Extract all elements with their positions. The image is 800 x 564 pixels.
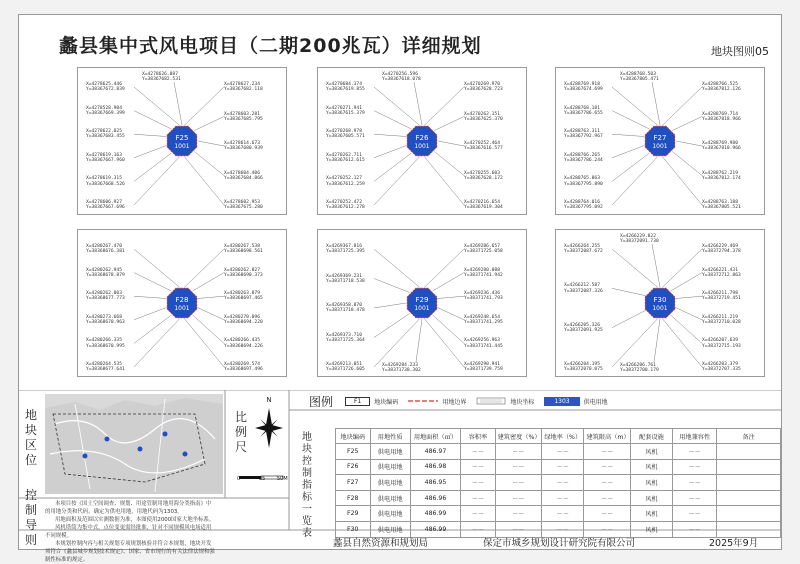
coordinate-label: X=4280263.879 Y=38368697.465	[224, 291, 263, 302]
plot-landuse-code: 1001	[652, 305, 668, 312]
coordinate-label: X=4269284.233 Y=38371738.302	[382, 363, 421, 374]
coordinate-label: X=4270216.654 Y=38367619.304	[464, 200, 503, 211]
legend-coordinate	[476, 397, 534, 406]
coordinate-label: X=4278625.446 Y=38367672.839	[86, 82, 125, 93]
coordinate-label: X=4288766.525 Y=38367812.126	[702, 82, 741, 93]
table-cell: －－	[461, 506, 495, 522]
coordinate-label: X=4288769.980 Y=38367810.966	[702, 141, 741, 152]
scale-bar	[237, 468, 287, 488]
coordinate-label: X=4278604.406 Y=38367684.866	[224, 170, 263, 181]
coordinate-label: X=4278614.673 Y=38367680.939	[224, 141, 263, 152]
leader-line	[374, 111, 411, 129]
table-cell	[717, 490, 781, 506]
column-header: 用地兼容性	[673, 429, 717, 444]
table-cell: －－	[461, 521, 495, 537]
coordinate-label: X=4269256.963 Y=38371741.445	[464, 338, 503, 349]
leader-line	[425, 249, 464, 287]
table-row	[336, 490, 781, 506]
leader-line	[612, 134, 645, 136]
coordinate-label: X=4270269.970 Y=38367628.723	[464, 82, 503, 93]
leader-line	[134, 111, 171, 129]
coordinate-label: X=4280266.335 Y=38368670.995	[86, 338, 125, 349]
table-row	[336, 444, 781, 460]
leader-line	[193, 315, 224, 343]
table-cell: －－	[495, 475, 541, 491]
leader-line	[374, 249, 419, 287]
rule-4: 本规划控制内容与相关规划专项规划核验并符合本规划，地块开发须符合《蠡县城乡规划技术规定》、国家、省市现行的有关法律法规和强制性标准的规定。	[45, 541, 215, 563]
leader-line	[134, 249, 179, 287]
leader-line	[425, 319, 464, 367]
plot-code: F29	[415, 296, 429, 304]
leader-line	[675, 296, 702, 298]
plot-landuse-code: 1001	[414, 143, 430, 150]
leader-line	[134, 145, 167, 157]
leader-line	[374, 153, 411, 181]
coordinate-sample-icon	[476, 397, 506, 405]
leader-line	[374, 279, 410, 293]
coordinate-label: X=4278602.953 Y=38367675.280	[224, 200, 263, 211]
control-rules	[45, 500, 215, 564]
leader-line	[416, 319, 422, 362]
coordinate-label: X=4266204.195 Y=38372070.075	[564, 362, 603, 373]
leader-line	[198, 141, 224, 146]
coordinate-label: X=4269290.941 Y=38371739.759	[464, 362, 503, 373]
legend-code-sample: F1	[345, 397, 370, 406]
leader-line	[185, 249, 224, 287]
coordinate-label: X=4266264.255 Y=38372087.672	[564, 244, 603, 255]
plot-panel-f27	[555, 67, 765, 215]
column-header: 用地面积（㎡）	[410, 429, 460, 444]
leader-line	[134, 87, 179, 125]
coordinate-label: X=4266206.761 Y=38372700.179	[620, 363, 659, 374]
coordinate-label: X=4288769.918 Y=38367674.699	[564, 82, 603, 93]
leader-line	[374, 87, 419, 125]
legend-boundary-label: 用地边界	[442, 398, 467, 406]
table-cell: 风机	[630, 444, 672, 460]
coordinate-label: X=4288764.016 Y=38367795.092	[564, 200, 603, 211]
coordinate-label: X=4280264.535 Y=38368677.641	[86, 362, 125, 373]
coordinate-label: X=4266203.379 Y=38372707.335	[702, 362, 741, 373]
table-cell: F27	[336, 475, 371, 491]
coordinate-label: X=4278622.025 Y=38367683.455	[86, 129, 125, 140]
legend-landuse-sample: 1303	[544, 397, 579, 406]
table-cell: －－	[495, 444, 541, 460]
coordinate-label: X=4269358.870 Y=38371718.478	[326, 303, 365, 314]
table-cell: F25	[336, 444, 371, 460]
column-header: 配套设施	[630, 429, 672, 444]
scale-tick-1: 25	[259, 476, 266, 482]
leader-line	[185, 157, 224, 205]
coordinate-label: X=4266212.587 Y=38372087.326	[564, 283, 603, 294]
column-header: 绿地率（%）	[541, 429, 584, 444]
leader-line	[194, 151, 224, 175]
coordinate-label: X=4270255.603 Y=38367628.172	[464, 170, 503, 181]
table-cell: 风机	[630, 490, 672, 506]
leader-line	[197, 307, 224, 319]
leader-line	[652, 82, 660, 125]
coordinate-label: X=4280267.470 Y=38368676.381	[86, 244, 125, 255]
compass-rose-icon	[251, 404, 287, 454]
column-header: 备注	[717, 429, 781, 444]
leader-line	[612, 87, 657, 125]
table-cell: －－	[673, 490, 717, 506]
table-cell: 486.99	[410, 506, 460, 522]
table-row	[336, 459, 781, 475]
coordinate-label: X=4280262.827 Y=38368690.373	[224, 267, 263, 278]
table-cell: －－	[584, 459, 630, 475]
coordinate-label: X=4269286.657 Y=38371725.058	[464, 244, 503, 255]
leader-line	[374, 145, 407, 157]
leader-line	[663, 319, 702, 367]
leader-line	[612, 145, 645, 157]
leader-line	[671, 315, 702, 343]
table-cell: 风机	[630, 459, 672, 475]
leader-line	[134, 273, 171, 291]
plot-landuse-code: 1001	[174, 143, 190, 150]
coordinate-label: X=4269280.088 Y=38371741.942	[464, 267, 503, 278]
sheet-number: 地块图则05	[711, 45, 769, 58]
leader-line	[433, 273, 464, 291]
leader-line	[612, 310, 646, 327]
rule-1: 本项目按《国土空间调查、规划、用途管制用地用海分类指南》中的用地分类和代码，确定为供电用地，用地代码为1303。	[45, 501, 212, 515]
coordinate-label: X=4269213.051 Y=38371726.605	[326, 362, 365, 373]
table-cell: 486.99	[410, 521, 460, 537]
table-cell	[717, 506, 781, 522]
location-map	[45, 394, 223, 494]
coordinate-label: X=4278603.281 Y=38367685.795	[224, 111, 263, 122]
rule-2: 用地面积及范围以实测数据为准，本图使用2000国家大地坐标系。	[55, 517, 215, 523]
table-cell: －－	[541, 459, 584, 475]
leader-line	[433, 315, 464, 343]
plot-code: F28	[175, 296, 189, 304]
coordinate-label: X=4269369.231 Y=38371718.538	[326, 273, 365, 284]
leader-line	[174, 82, 182, 125]
coordinate-label: X=4288762.219 Y=38367812.174	[702, 170, 741, 181]
leader-line	[374, 303, 406, 308]
coordinate-label: X=4270252.472 Y=38367612.278	[326, 200, 365, 211]
table-cell: －－	[584, 521, 630, 537]
column-header: 容积率	[461, 429, 495, 444]
column-header: 用地性质	[370, 429, 410, 444]
leader-line	[672, 151, 702, 175]
page-title: 蠡县集中式风电项目（二期200兆瓦）详细规划	[59, 35, 482, 57]
table-cell: －－	[673, 444, 717, 460]
table-cell: 供电用地	[370, 506, 410, 522]
plot-panel-f28	[77, 229, 287, 377]
footer-date: 2025年9月	[709, 538, 759, 549]
table-row	[336, 506, 781, 522]
index-heading: 地块控制指标一览表	[302, 432, 312, 539]
table-cell: －－	[673, 521, 717, 537]
leader-line	[134, 134, 167, 136]
leader-line	[434, 117, 464, 131]
coordinate-label: X=4278627.234 Y=38367682.118	[224, 82, 263, 93]
coordinate-label: X=4270256.596 Y=38367618.078	[382, 72, 421, 83]
leader-line	[374, 313, 410, 337]
scale-heading: 比例尺	[234, 410, 247, 454]
coordinate-label: X=4266211.219 Y=38372710.028	[702, 314, 741, 325]
coordinate-label: X=4288763.188 Y=38367805.521	[702, 200, 741, 211]
leader-line	[374, 134, 407, 136]
leader-line	[671, 273, 702, 291]
column-header: 建筑限高（m）	[584, 429, 630, 444]
coordinate-label: X=4266207.639 Y=38372715.193	[702, 338, 741, 349]
coordinate-label: X=4280270.096 Y=38368694.220	[224, 314, 263, 325]
north-arrow	[251, 396, 287, 456]
scale-tick-0: 0	[237, 476, 241, 482]
coordinate-label: X=4270252.127 Y=38367612.259	[326, 176, 365, 187]
table-cell: F26	[336, 459, 371, 475]
coordinate-label: X=4280266.435 Y=38368694.226	[224, 338, 263, 349]
legend-coordinate-label: 地块坐标	[510, 398, 535, 406]
coordinate-label: X=4288769.714 Y=38367818.966	[702, 111, 741, 122]
coordinate-label: X=4288766.265 Y=38367786.244	[564, 152, 603, 163]
table-cell: 供电用地	[370, 475, 410, 491]
leader-line	[612, 153, 649, 181]
table-cell: －－	[584, 475, 630, 491]
coordinate-label: X=4288768.181 Y=38367786.655	[564, 105, 603, 116]
leader-line	[437, 307, 464, 319]
table-cell: －－	[541, 444, 584, 460]
table-cell: －－	[541, 475, 584, 491]
coordinate-label: X=4269367.816 Y=38371725.395	[326, 244, 365, 255]
table-cell: 供电用地	[370, 459, 410, 475]
legend-boundary	[408, 397, 466, 406]
coordinate-label: X=4270268.978 Y=38367605.571	[326, 129, 365, 140]
leader-line	[185, 319, 224, 367]
plot-code: F30	[653, 296, 667, 304]
coordinate-label: X=4270271.941 Y=38367615.379	[326, 105, 365, 116]
control-heading: 控制导则	[24, 488, 37, 547]
coordinate-label: X=4266229.469 Y=38372794.378	[702, 244, 741, 255]
leader-line	[374, 319, 419, 367]
leader-line	[612, 319, 657, 367]
table-cell: －－	[461, 475, 495, 491]
table-cell: －－	[541, 506, 584, 522]
leader-line	[663, 249, 702, 287]
coordinate-label: X=4278606.927 Y=38367667.696	[86, 200, 125, 211]
leader-line	[438, 141, 464, 146]
plot-panel-f29	[317, 229, 527, 377]
table-header-row	[336, 429, 781, 444]
coordinate-label: X=4278626.087 Y=38367682.531	[142, 72, 181, 83]
coordinate-label: X=4270684.374 Y=38367619.855	[326, 82, 365, 93]
bottom-panel	[19, 390, 781, 563]
table-cell: －－	[584, 506, 630, 522]
column-header: 地块编码	[336, 429, 371, 444]
leader-line	[612, 288, 646, 295]
table-cell: －－	[673, 475, 717, 491]
leader-line	[197, 296, 224, 298]
table-cell: －－	[461, 459, 495, 475]
leader-line	[134, 296, 167, 298]
coordinate-label: X=4288763.311 Y=38367792.967	[564, 129, 603, 140]
leader-line	[193, 273, 224, 291]
plot-panel-f25	[77, 67, 287, 215]
control-index-table	[335, 428, 781, 538]
plot-panel-f26	[317, 67, 527, 215]
location-map-graphic	[45, 394, 223, 494]
table-cell: F30	[336, 521, 371, 537]
leader-line	[612, 111, 649, 129]
coordinate-label: X=4270262.711 Y=38367612.615	[326, 152, 365, 163]
legend-plot-code	[345, 397, 398, 406]
coordinate-label: X=4280262.803 Y=38368677.773	[86, 291, 125, 302]
table-cell: 486.97	[410, 444, 460, 460]
table-cell: －－	[541, 521, 584, 537]
table-cell: 486.98	[410, 459, 460, 475]
table-cell: 风机	[630, 506, 672, 522]
table-cell: 供电用地	[370, 521, 410, 537]
coordinate-label: X=4288765.863 Y=38367795.890	[564, 176, 603, 187]
table-row	[336, 475, 781, 491]
legend-title: 图例	[309, 394, 334, 409]
coordinate-label: X=4280269.574 Y=38368697.496	[224, 362, 263, 373]
table-cell: 风机	[630, 521, 672, 537]
table-cell: 风机	[630, 475, 672, 491]
table-cell: －－	[673, 506, 717, 522]
table-cell: －－	[495, 459, 541, 475]
leader-line	[612, 249, 657, 287]
table-cell: －－	[495, 506, 541, 522]
column-header: 建筑密度（%）	[495, 429, 541, 444]
plot-landuse-code: 1001	[174, 305, 190, 312]
coordinate-label: X=4278619.163 Y=38367667.960	[86, 152, 125, 163]
coordinate-label: X=4266211.798 Y=38372719.451	[702, 291, 741, 302]
plot-code: F25	[175, 134, 189, 142]
table-cell: F28	[336, 490, 371, 506]
table-cell: －－	[461, 490, 495, 506]
leader-line	[676, 141, 702, 146]
coordinate-label: X=4280262.945 Y=38368678.879	[86, 267, 125, 278]
coordinate-label: X=4269248.654 Y=38371741.295	[464, 314, 503, 325]
table-cell	[717, 444, 781, 460]
coordinate-label: X=4266221.431 Y=38372712.863	[702, 267, 741, 278]
table-cell: －－	[541, 490, 584, 506]
coordinate-label: X=4266229.822 Y=38372091.730	[620, 234, 659, 245]
leader-line	[654, 319, 660, 362]
plot-code: F27	[653, 134, 667, 142]
leader-line	[675, 307, 702, 319]
table-cell: F29	[336, 506, 371, 522]
coordinate-label: X=4280267.538 Y=38368698.561	[224, 244, 263, 255]
legend-code-label: 地块编码	[374, 398, 399, 406]
boundary-line-icon	[408, 398, 438, 404]
table-cell: －－	[584, 444, 630, 460]
footer-org-1: 蠡县自然资源和规划局	[333, 538, 429, 549]
coordinate-label: X=4280273.668 Y=38368670.963	[86, 314, 125, 325]
table-cell: 486.96	[410, 490, 460, 506]
leader-line	[672, 117, 702, 131]
leader-line	[194, 117, 224, 131]
north-label: N	[266, 396, 272, 404]
rule-3: 风机塔筒为集中式，点位变更需经批准，针对不同规模风电场适用不同规模。	[45, 525, 212, 539]
table-cell	[717, 475, 781, 491]
leader-line	[652, 244, 660, 287]
coordinate-label: X=4270252.464 Y=38367616.577	[464, 141, 503, 152]
legend-landuse-label: 供电用地	[583, 398, 608, 406]
table-cell: －－	[461, 444, 495, 460]
table-cell: 486.95	[410, 475, 460, 491]
scale-tick-2: 50M	[277, 476, 288, 482]
plot-landuse-code: 1001	[414, 305, 430, 312]
coordinate-label: X=4269373.710 Y=38371725.364	[326, 332, 365, 343]
drawing-sheet	[18, 14, 782, 563]
leader-line	[134, 153, 171, 181]
coordinate-label: X=4270262.151 Y=38367625.370	[464, 111, 503, 122]
plot-panel-f30	[555, 229, 765, 377]
coordinate-label: X=4269236.436 Y=38371741.793	[464, 291, 503, 302]
table-cell: －－	[584, 490, 630, 506]
leader-line	[434, 151, 464, 175]
leader-line	[663, 157, 702, 205]
coordinate-label: X=4278528.904 Y=38367669.399	[86, 105, 125, 116]
table-cell: －－	[673, 459, 717, 475]
coordinate-label: X=4288768.503 Y=38367805.471	[620, 72, 659, 83]
table-cell: －－	[495, 521, 541, 537]
table-cell: －－	[495, 490, 541, 506]
leader-line	[437, 296, 464, 298]
leader-line	[134, 315, 171, 343]
location-heading: 地块区位	[24, 408, 37, 467]
coordinate-label: X=4278619.315 Y=38367668.526	[86, 176, 125, 187]
plot-landuse-code: 1001	[652, 143, 668, 150]
leader-line	[425, 157, 464, 205]
leader-line	[134, 307, 167, 319]
legend-landuse	[544, 397, 607, 406]
footer-org-2: 保定市城乡规划设计研究院有限公司	[483, 538, 636, 549]
table-cell: 供电用地	[370, 444, 410, 460]
coordinate-label: X=4266205.326 Y=38372091.925	[564, 322, 603, 333]
table-cell	[717, 459, 781, 475]
legend	[309, 392, 618, 410]
table-cell: 供电用地	[370, 490, 410, 506]
plot-code: F26	[415, 134, 429, 142]
leader-line	[414, 82, 422, 125]
